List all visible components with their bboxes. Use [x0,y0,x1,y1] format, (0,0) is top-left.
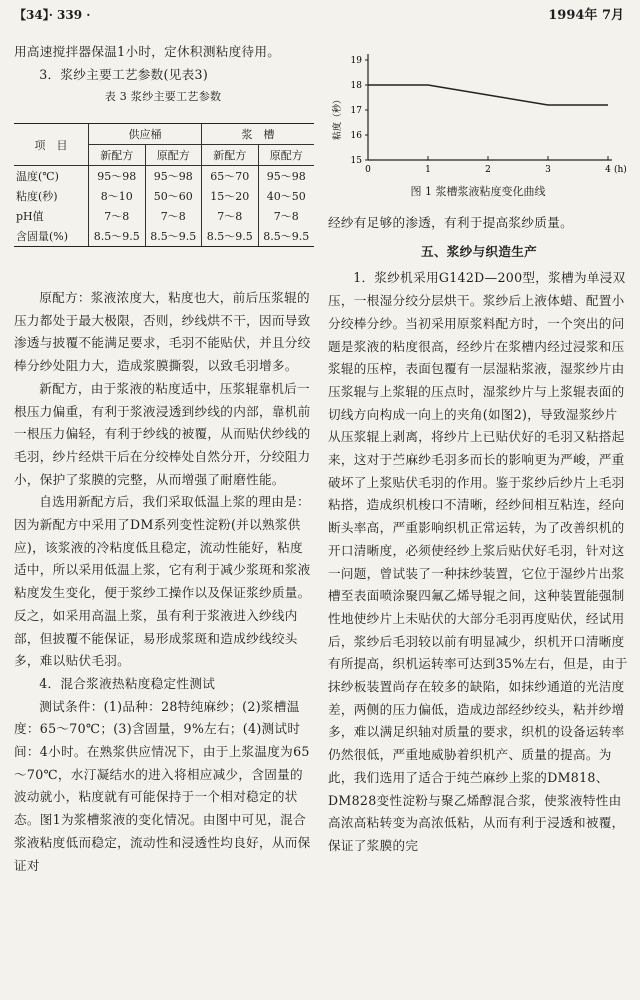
paragraph-sizing-machine: 1．浆纱机采用G142D—200型，浆槽为单浸双压，一根湿分绞分层烘干。浆纱后上液体蜡、配置小分绞棒分纱。当初采用原浆料配方时，一个突出的问题是浆液的粘度很高，经纱片在浆槽内经过浸浆和压浆辊的压榨，表面包覆有一层湿粘浆液，湿浆纱片由压浆辊与上浆辊的压点时，湿浆纱片与上浆辊表面的切线方向构成一向上的夹角(如图2)，导致湿浆纱片从压浆辊上剥离，将纱片上已贴伏好的毛羽又粘搭起来，这对于苎麻纱毛羽多而长的影响更为严峻，严重破坏了上浆贴伏毛羽的作用。鉴于浆纱后纱片上毛羽粘搭，造成织机梭口不清晰，经纱间相互粘连，经向断头率高，严重影响织机正常运转，为了改善织机的开口清晰度，必须使经纱上浆后贴伏好毛羽，针对这一问题，曾试装了一种抹纱装置，它位于湿纱片出浆槽至表面喷涂聚四氟乙烯导辊之间，这种装置能强制性地使纱片上未贴伏的大部分毛羽再度贴伏，经试用后，浆纱后毛羽较以前有明显减少，织机开口清晰度有所提高，织机运转率可达到35%左右，但是，由于抹纱板装置尚存在较多的缺陷，如抹纱通道的光洁度差，两侧的压力偏低，造成边部经纱绞头，粘并纱增多，难以满足织轴对质量的要求，织机的设备运转率仍然很低，严重地威胁着织机产、质量的提高。为此，我们选用了适合于纯苎麻纱上浆的DM818、DM828变性淀粉与聚乙烯醇混合浆，使浆液特性由高浓高粘转变为高浓低粘，从而有利于浸透和被覆，保证了浆膜的完 [328,270,628,853]
table-row-label: 含固量(%) [14,226,89,247]
figure-caption: 图 1 浆槽浆液粘度变化曲线 [410,185,546,198]
page-header-left: 【34】· 339 · [14,8,91,22]
table-cell: 50～60 [145,186,202,206]
table-subheader: 原配方 [145,145,202,166]
table-row [14,226,314,247]
chart-x-tick-label: 0 [365,165,371,175]
paragraph-test-conditions: 测试条件：(1)品种：28特纯麻纱；(2)浆槽温度：65～70℃；(3)含固量，9%左右；(4)测试时间：4小时。在熟浆供应情况下，由于上浆温度为65～70℃，水汀凝结水的进入将相应减少，含固量的波动就小，粘度就有可能保持于一个相对稳定的状态。图1为浆槽浆液的变化情况。由图中可见，混合浆液粘度低而稳定，流动性和浸透性均良好，从而保证对 [14,698,311,873]
chart-x-tick-label: 4 [605,165,611,175]
table-row-label: 温度(℃) [16,170,59,183]
left-column-body [14,287,312,877]
table-cell: 95～98 [89,166,146,187]
table-cell: 8～10 [89,186,146,206]
process-parameters-table [14,123,314,247]
table-caption: 表 3 浆纱主要工艺参数 [104,90,222,104]
table-subheader: 新配方 [202,145,259,166]
table-row [14,186,314,206]
viscosity-chart [328,40,628,205]
left-column-top [14,41,312,109]
chart-y-tick-label: 16 [350,131,362,141]
table-group-supply: 供应桶 [89,124,202,145]
table-row [14,206,314,226]
right-column [328,212,630,858]
section-heading: 五、浆纱与织造生产 [420,243,538,259]
table-cell: 7～8 [145,206,202,226]
table-cell: 8.5～9.5 [89,226,146,247]
table-cell: 95～98 [145,166,202,187]
chart-x-tick-label: 2 [485,165,491,175]
chart-series-line [368,85,608,105]
item3-heading: 3．浆纱主要工艺参数(见表3) [39,66,209,82]
paragraph-new-formula: 新配方，由于浆液的粘度适中，压浆辊靠机后一根压力偏重，有利于浆液浸透到纱线的内部，靠机前一根压力偏轻，有利于纱线的被覆，从而贴伏纱线的毛羽，纱片经烘干后在分绞棒处自然分开，分绞阻力小，保护了浆膜的完整，从而增强了耐磨性能。 [14,380,311,487]
item4-heading: 4．混合浆液热粘度稳定性测试 [39,675,216,691]
chart-y-tick-label: 15 [350,156,362,166]
paragraph-continuation: 经纱有足够的渗透，有利于提高浆纱质量。 [328,215,573,230]
table-cell: 65～70 [202,166,259,187]
table-cell: 7～8 [258,206,314,226]
table-cell: 7～8 [202,206,259,226]
chart-x-unit: (h) [614,165,627,175]
chart-y-label: 粘度（秒） [333,94,343,140]
table-row-label: 粘度(秒) [16,190,58,203]
chart-y-tick-label: 17 [350,106,362,116]
table-group-tank: 浆 槽 [202,124,315,145]
chart-y-tick-label: 18 [350,81,362,91]
table-subheader: 新配方 [89,145,146,166]
table-cell: 15～20 [202,186,259,206]
table-row-label: pH值 [16,210,44,223]
table-cell: 8.5～9.5 [145,226,202,247]
paragraph-old-formula: 原配方：浆液浓度大，粘度也大，前后压浆辊的压力都处于最大极限，否则，纱线烘不干，因而导致渗透与披覆不能满足要求，毛羽不能贴伏，并且分绞棒分纱处阻力大，造成浆膜撕裂，以致毛羽增多。 [14,290,311,374]
chart-x-tick-label: 1 [425,165,431,175]
chart-x-tick-label: 3 [545,165,551,175]
chart-y-tick-label: 19 [350,56,362,66]
table-cell: 7～8 [89,206,146,226]
table-subheader: 原配方 [258,145,314,166]
table-row [14,166,314,187]
paragraph-low-temp-sizing: 自选用新配方后，我们采取低温上浆的理由是：因为新配方中采用了DM系列变性淀粉(并以熟浆供应)，该浆液的冷粘度低且稳定，流动性能好，粘度适中，所以采用低温上浆，它有利于减少浆斑和浆液粘度发生变化，便于浆纱工操作以及保证浆纱质量。反之，如采用高温上浆，虽有利于浆液进入纱线内部，但披覆不能保证，易形成浆斑和造成纱线绞头多，难以贴伏毛羽。 [14,494,311,669]
page-header-date: 1994年 7月 [548,8,624,23]
table-cell: 8.5～9.5 [202,226,259,247]
paragraph-continuation: 用高速搅拌器保温1小时，定休积测粘度待用。 [14,44,281,59]
table-cell: 8.5～9.5 [258,226,314,247]
table-cell: 40～50 [258,186,314,206]
table-item-header: 项 目 [14,124,89,166]
table-cell: 95～98 [258,166,314,187]
